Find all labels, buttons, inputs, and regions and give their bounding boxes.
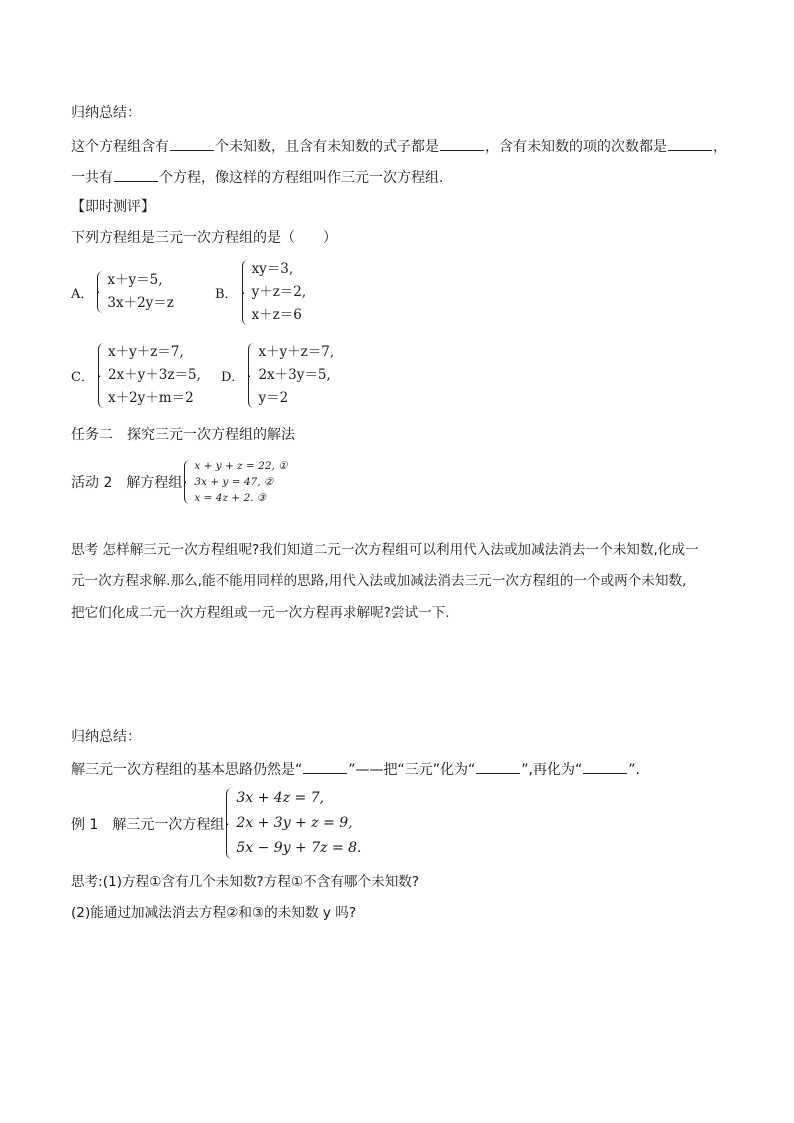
fill-blank[interactable] — [114, 167, 158, 182]
think-paragraph-line-2: 元一次方程求解.那么,能不能用同样的思路,用代入法或加减法消去三元一次方程组的一个或两个未知数, — [71, 573, 687, 589]
equation-system: x＋y＋z＝7, 2x＋y＋3z＝5, x＋2y＋m＝2 — [98, 341, 201, 410]
activity-2: 活动 2 解方程组 x + y + z = 22, ① 3x + y = 47, ② x = 4z + 2. ③ — [71, 460, 288, 504]
equation-system: x + y + z = 22, ① 3x + y = 47, ② x = 4z + 2. ③ — [184, 458, 287, 506]
quiz-question: 下列方程组是三元一次方程组的是（ ） — [71, 230, 337, 246]
think-question-1: 思考:(1)方程①含有几个未知数?方程①不含有哪个未知数? — [71, 874, 420, 890]
fill-blank[interactable] — [583, 759, 627, 774]
summary-heading-2: 归纳总结： — [71, 729, 141, 745]
fill-blank[interactable] — [170, 136, 214, 151]
think-paragraph-line-1: 思考 怎样解三元一次方程组呢?我们知道二元一次方程组可以利用代入法或加减法消去一个未知数,化成一 — [71, 542, 699, 558]
equation-system: x＋y＝5, 3x＋2y＝z — [97, 269, 174, 315]
fill-blank[interactable] — [303, 759, 347, 774]
option-d[interactable]: D． x＋y＋z＝7, 2x＋3y＝5, y＝2 — [221, 341, 334, 410]
option-a[interactable]: A． x＋y＝5, 3x＋2y＝z — [71, 269, 174, 315]
task2-heading: 任务二 探究三元一次方程组的解法 — [71, 427, 295, 443]
fill-blank[interactable] — [476, 759, 520, 774]
summary-line-2: 一共有 个方程，像这样的方程组叫作三元一次方程组. — [71, 167, 443, 187]
example-1: 例 1 解三元一次方程组 3x + 4z = 7, 2x + 3y + z = 9, 5x − 9y + 7z = 8. — [71, 786, 362, 861]
quiz-heading: 【即时测评】 — [71, 199, 155, 215]
summary-heading-1: 归纳总结： — [71, 105, 141, 121]
summary-line-1: 这个方程组含有 个未知数，且含有未知数的式子都是 ，含有未知数的项的次数都是 ， — [71, 136, 727, 156]
fill-blank[interactable] — [440, 136, 484, 151]
option-b[interactable]: B． xy＝3, y＋z＝2, x＋z＝6 — [215, 258, 306, 327]
think-question-2: (2)能通过加减法消去方程②和③的未知数 y 吗? — [71, 905, 357, 921]
think-paragraph-line-3: 把它们化成二元一次方程组或一元一次方程再求解呢?尝试一下. — [71, 605, 450, 621]
fill-blank[interactable] — [668, 136, 712, 151]
option-c[interactable]: C． x＋y＋z＝7, 2x＋y＋3z＝5, x＋2y＋m＝2 — [71, 341, 201, 410]
equation-system: 3x + 4z = 7, 2x + 3y + z = 9, 5x − 9y + 7z = 8. — [226, 786, 361, 861]
equation-system: xy＝3, y＋z＝2, x＋z＝6 — [242, 258, 307, 327]
equation-system: x＋y＋z＝7, 2x＋3y＝5, y＝2 — [248, 341, 334, 410]
summary2-line: 解三元一次方程组的基本思路仍然是“ ”——把“三元”化为“ ”,再化为“ ”. — [71, 759, 640, 779]
